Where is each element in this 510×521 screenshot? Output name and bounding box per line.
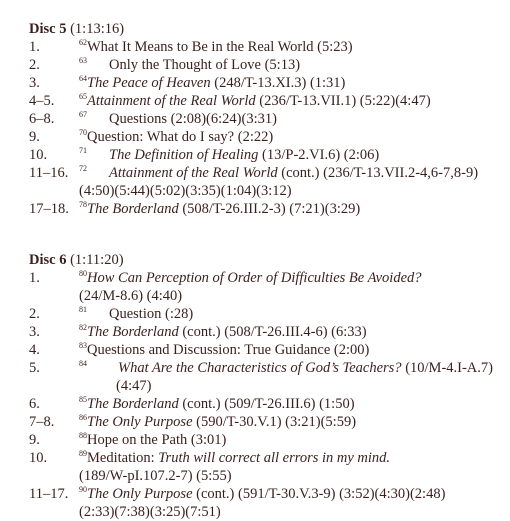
track-details: (13/P-2.VI.6) (2:06) — [258, 147, 380, 163]
track-footnote: 86 — [79, 413, 87, 422]
track-title: The Only Purpose — [87, 486, 193, 502]
track-number: 9. — [29, 129, 40, 145]
track-footnote: 89 — [79, 449, 87, 458]
track-row — [29, 38, 499, 56]
track-footnote: 83 — [79, 341, 87, 350]
track-title: The Borderland — [87, 324, 179, 340]
track-title: What It Means to Be in the Real World — [87, 39, 314, 55]
track-title: Only the Thought of Love — [109, 57, 261, 73]
track-row — [29, 395, 499, 413]
track-footnote: 72 — [79, 164, 87, 173]
track-number: 1. — [29, 39, 40, 55]
track-title: Question: What do I say? — [87, 129, 235, 145]
track-title: The Borderland — [87, 396, 179, 412]
track-number: 5. — [29, 360, 40, 376]
track-row — [29, 341, 499, 359]
track-row — [29, 359, 499, 377]
track-details: (248/T-13.XI.3) (1:31) — [210, 75, 346, 91]
track-title: Question — [109, 306, 162, 322]
track-row — [29, 485, 499, 503]
track-number: 11–17. — [29, 486, 69, 502]
track-footnote: 90 — [79, 485, 87, 494]
track-details: (2:22) — [234, 129, 274, 145]
track-footnote: 64 — [79, 74, 87, 83]
track-number: 7–8. — [29, 414, 55, 430]
track-title: The Borderland — [87, 201, 179, 217]
track-row — [29, 92, 499, 110]
track-details: (5:23) — [313, 39, 353, 55]
disc-duration: (1:11:20) — [70, 252, 124, 268]
track-footnote: 80 — [79, 269, 87, 278]
track-title-italic: Truth will correct all errors in my mind. — [158, 450, 391, 466]
disc-label: Disc 5 — [29, 21, 67, 37]
track-row — [29, 449, 499, 467]
track-footnote: 63 — [79, 56, 87, 65]
track-details: (:28) — [161, 306, 194, 322]
track-title: The Peace of Heaven — [87, 75, 211, 91]
track-number: 17–18. — [29, 201, 69, 217]
track-details-continued: (24/M-8.6) (4:40) — [79, 288, 183, 304]
track-footnote: 84 — [79, 359, 87, 368]
track-details-continued: (189/W-pI.107.2-7) (5:55) — [79, 468, 232, 484]
track-title: Meditation: — [87, 450, 155, 466]
track-row — [29, 323, 499, 341]
track-row — [29, 269, 499, 287]
track-title: Questions — [109, 111, 167, 127]
disc-5-section — [29, 20, 499, 218]
track-details: (590/T-30.V.1) (3:21)(5:59) — [192, 414, 357, 430]
track-row — [29, 74, 499, 92]
track-details: (5:13) — [260, 57, 301, 73]
track-details: (3:01) — [187, 432, 227, 448]
track-number: 6. — [29, 396, 40, 412]
disc-duration: (1:13:16) — [70, 21, 125, 37]
track-title: How Can Perception of Order of Difficulties Be Avoided? — [87, 270, 422, 286]
track-number: 10. — [29, 147, 48, 163]
track-details: (cont.) (508/T-26.III.4-6) (6:33) — [178, 324, 367, 340]
track-footnote: 65 — [79, 92, 87, 101]
track-number: 1. — [29, 270, 40, 286]
track-footnote: 71 — [79, 146, 87, 155]
track-number: 6–8. — [29, 111, 55, 127]
track-title: Attainment of the Real World — [109, 165, 278, 181]
track-row — [29, 413, 499, 431]
track-number: 2. — [29, 57, 40, 73]
track-row — [29, 200, 499, 218]
track-details: (2:08)(6:24)(3:31) — [167, 111, 277, 127]
track-footnote: 78 — [79, 200, 87, 209]
disc-6-section — [29, 251, 499, 521]
track-details: (cont.) (236/T-13.VII.2-4,6-7,8-9) — [277, 165, 479, 181]
track-details-continued: (2:33)(7:38)(3:25)(7:51) — [79, 504, 221, 520]
track-number: 3. — [29, 75, 40, 91]
track-footnote: 62 — [79, 38, 87, 47]
track-footnote: 85 — [79, 395, 87, 404]
track-row — [29, 128, 499, 146]
track-row — [29, 431, 499, 449]
track-details: (236/T-13.VII.1) (5:22)(4:47) — [255, 93, 431, 109]
track-details: (10/M-4.I-A.7) — [401, 360, 493, 376]
track-footnote: 70 — [79, 128, 87, 137]
track-row — [29, 146, 499, 164]
track-footnote: 82 — [79, 323, 87, 332]
track-number: 9. — [29, 432, 40, 448]
track-footnote: 81 — [79, 305, 87, 314]
track-details-continued: (4:50)(5:44)(5:02)(3:35)(1:04)(3:12) — [79, 183, 292, 199]
track-number: 3. — [29, 324, 40, 340]
track-row — [29, 110, 499, 128]
track-footnote: 88 — [79, 431, 87, 440]
track-title: What Are the Characteristics of God’s Teachers? — [118, 360, 402, 376]
disc-heading — [29, 251, 499, 269]
track-number: 4–5. — [29, 93, 55, 109]
track-number: 4. — [29, 342, 40, 358]
track-row — [29, 56, 499, 74]
track-footnote: 67 — [79, 110, 87, 119]
track-details: (cont.) (591/T-30.V.3-9) (3:52)(4:30)(2:48) — [192, 486, 446, 502]
track-title: The Only Purpose — [87, 414, 193, 430]
track-details: (2:00) — [330, 342, 370, 358]
track-details: (cont.) (509/T-26.III.6) (1:50) — [178, 396, 355, 412]
track-title: Hope on the Path — [87, 432, 188, 448]
track-details: (508/T-26.III.2-3) (7:21)(3:29) — [178, 201, 361, 217]
track-title: Attainment of the Real World — [87, 93, 256, 109]
track-row — [29, 305, 499, 323]
track-number: 11–16. — [29, 165, 69, 181]
disc-label: Disc 6 — [29, 252, 67, 268]
track-title: Questions and Discussion: True Guidance — [87, 342, 331, 358]
track-number: 2. — [29, 306, 40, 322]
track-number: 10. — [29, 450, 48, 466]
track-details-continued: (4:47) — [116, 378, 152, 394]
track-row — [29, 164, 499, 182]
track-title: The Definition of Healing — [109, 147, 259, 163]
disc-heading — [29, 20, 499, 38]
